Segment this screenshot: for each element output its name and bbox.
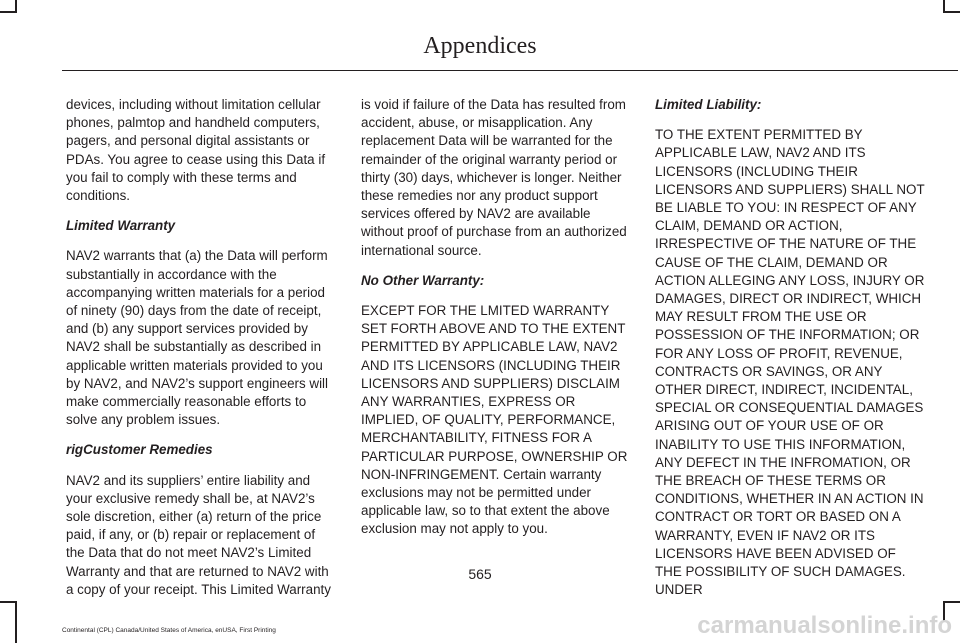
crop-mark-top-left-v bbox=[15, 0, 17, 13]
paragraph: devices, including without limitation cellular phones, palmtop and handheld computers, pagers, and personal digital assistants or PDAs. You agree to cease using this Data if you fail to comply with these terms and conditions. bbox=[66, 97, 326, 204]
crop-mark-bottom-left-v bbox=[15, 601, 17, 643]
footer-text: Continental (CPL) Canada/United States of America, enUSA, First Printing bbox=[62, 627, 276, 634]
section-heading: Limited Liability: bbox=[655, 97, 762, 112]
header-rule bbox=[62, 70, 958, 71]
page-number: 565 bbox=[468, 566, 492, 582]
section-heading: rigCustomer Remedies bbox=[66, 442, 213, 458]
column-1 bbox=[66, 96, 336, 611]
section-heading: Limited Warranty bbox=[66, 218, 176, 234]
crop-mark-bottom-right-h bbox=[943, 601, 960, 603]
crop-mark-top-right-v bbox=[943, 0, 945, 13]
paragraph: TO THE EXTENT PERMITTED BY APPLICABLE LAW, NAV2 AND ITS LICENSORS (INCLUDING THEIR LICENSORS AND SUPPLIERS) SHALL NOT BE LIABLE TO YOU: IN RESPECT OF ANY CLAIM, DEMAND OR ACTION, IRRESPECTIVE OF THE NATURE OF THE CAUSE OF THE CLAIM, DEMAND OR ACTION ALLEGING ANY LOSS, INJURY OR DAMAGES, DIRECT OR INDIRECT, WHICH MAY RESULT FROM THE USE OR POSSESSION OF THE INFORMATION; OR FOR ANY LOSS OF PROFIT, REVENUE, CONTRACTS OR SAVINGS, OR ANY OTHER DIRECT, INDIRECT, INCIDENTAL, SPECIAL OR CONSEQUENTIAL DAMAGES ARISING OUT OF YOUR USE OF OR INABILITY TO USE THIS INFORMATION, ANY DEFECT IN THE INFROMATION, OR THE BREACH OF THESE TERMS OR CONDITIONS, WHETHER IN AN ACTION IN CONTRACT OR TORT OR BASED ON A WARRANTY, EVEN IF NAV2 OR ITS LICENSORS HAVE BEEN ADVISED OF THE POSSIBILITY OF SUCH DAMAGES. UNDER bbox=[655, 127, 925, 598]
column-3 bbox=[655, 96, 925, 611]
section-heading: No Other Warranty: bbox=[361, 272, 485, 288]
column-2 bbox=[361, 96, 631, 551]
paragraph: NAV2 warrants that (a) the Data will perform substantially in accordance with the accompanying written materials for a period of ninety (90) days from the date of receipt, and (b) any support services provided by NAV2 shall be substantially as described in applicable written materials provided to you by NAV2, and NAV2’s support engineers will make commercially reasonable efforts to solve any problem issues. bbox=[66, 248, 328, 428]
crop-mark-top-right-h bbox=[943, 11, 960, 13]
paragraph: EXCEPT FOR THE LMITED WARRANTY SET FORTH ABOVE AND TO THE EXTENT PERMITTED BY APPLICABLE LAW, NAV2 AND ITS LICENSORS (INCLUDING THEIR LICENSORS AND SUPPLIERS) DISCLAIM ANY WARRANTIES, EXPRESS OR IMPLIED, OF QUALITY, PERFORMANCE, MERCHANTABILITY, FITNESS FOR A PARTICULAR PURPOSE, OWNERSHIP OR NON-INFRINGEMENT. Certain warranty exclusions may not be permitted under applicable law, so to that extent the above exclusion may not apply to you. bbox=[361, 303, 628, 537]
watermark: carmanualsonline.info bbox=[697, 612, 952, 639]
page-title: Appendices bbox=[423, 33, 537, 59]
paragraph: is void if failure of the Data has resulted from accident, abuse, or misapplication. Any replacement Data will be warranted for the remainder of the original warranty period or thirty (30) days, whichever is longer. Neither these remedies nor any product support services offered by NAV2 are available without proof of purchase from an authorized international source. bbox=[361, 97, 627, 258]
paragraph: NAV2 and its suppliers’ entire liability and your exclusive remedy shall be, at NAV2’s sole discretion, either (a) return of the price paid, if any, or (b) repair or replacement of the Data that do not meet NAV2’s Limited Warranty and that are returned to NAV2 with a copy of your receipt. This Limited Warranty bbox=[66, 472, 331, 597]
